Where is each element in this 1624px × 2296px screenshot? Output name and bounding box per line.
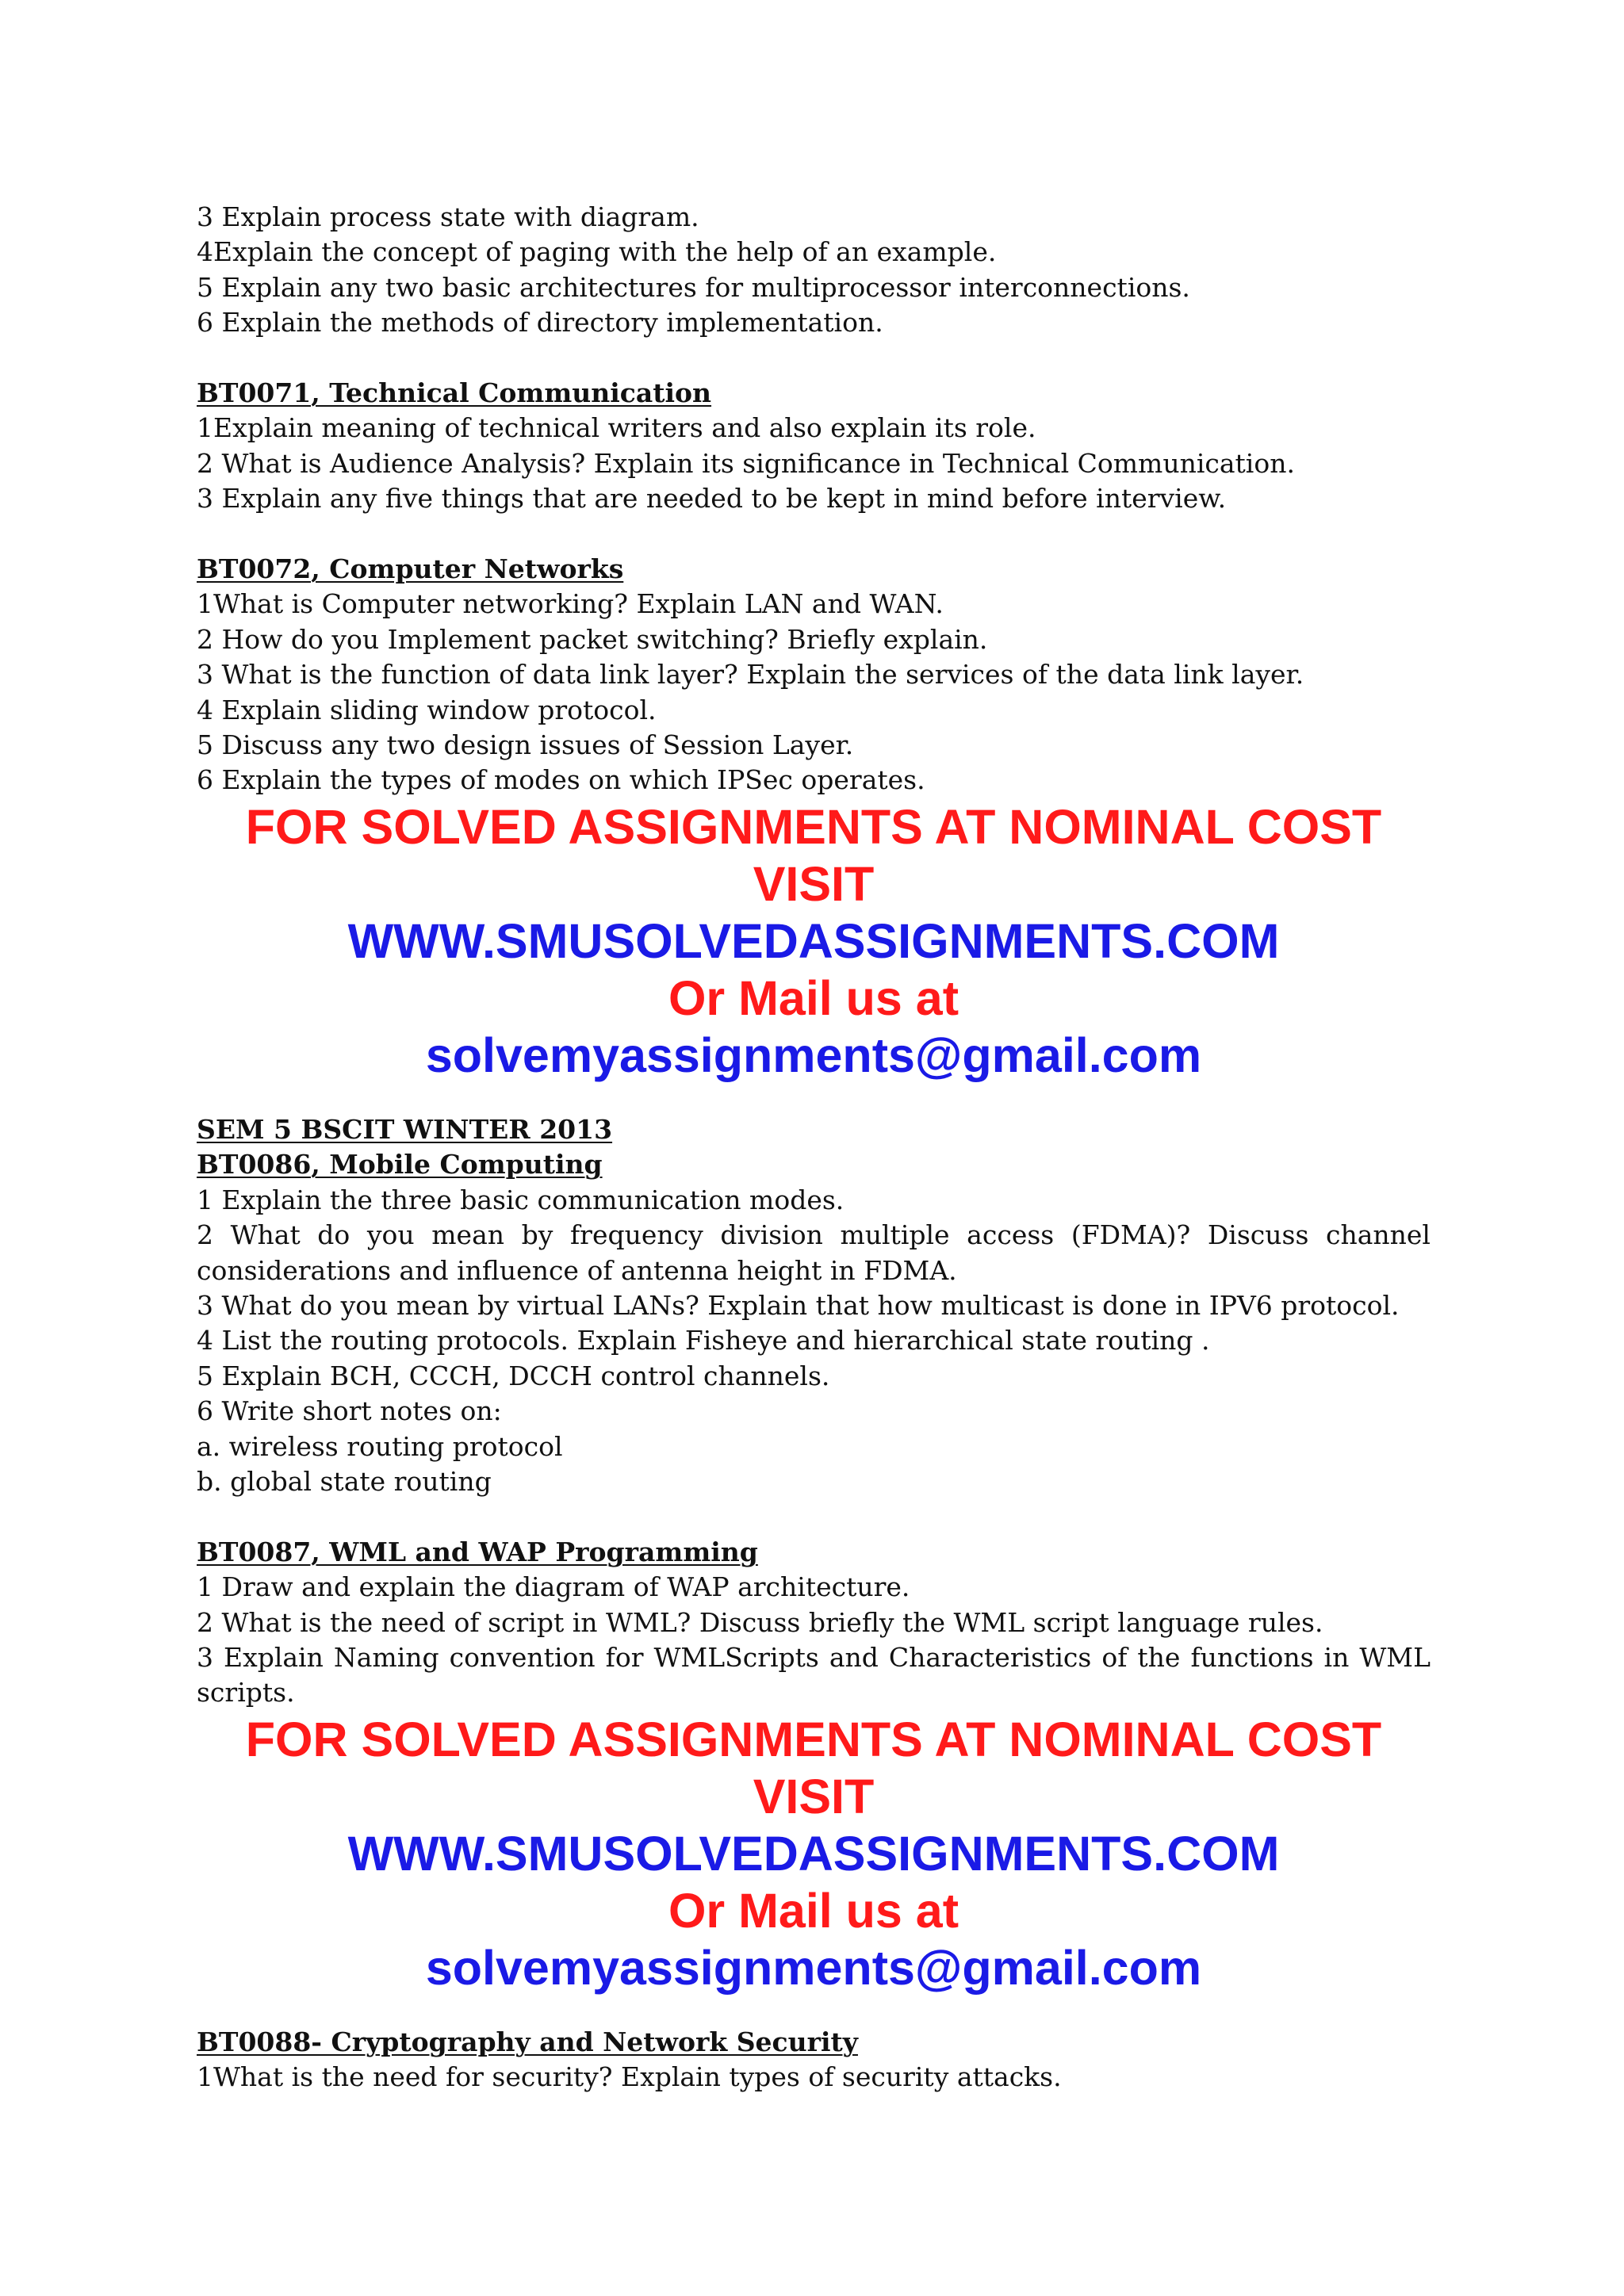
question-line: 1What is the need for security? Explain types of security attacks. <box>197 2061 1062 2093</box>
promo-headline: FOR SOLVED ASSIGNMENTS AT NOMINAL COST <box>245 799 1382 854</box>
semester-heading: SEM 5 BSCIT WINTER 2013 <box>197 1113 613 1145</box>
spacer <box>197 517 1431 552</box>
promo-url: WWW.SMUSOLVEDASSIGNMENTS.COM <box>347 1826 1280 1881</box>
question-line: 1What is Computer networking? Explain LAN and WAN. <box>197 588 944 620</box>
promo-visit: VISIT <box>753 1769 875 1823</box>
question-line: 2 What do you mean by frequency division multiple access (FDMA)? Discuss channel <box>197 1219 1431 1251</box>
promo-mail-prefix: Or Mail us at <box>668 1883 959 1938</box>
section-heading-bt0088: BT0088- Cryptography and Network Security <box>197 2026 858 2057</box>
promo-block <box>197 1711 1431 1996</box>
promo-visit: VISIT <box>753 856 875 911</box>
question-line: 5 Explain any two basic architectures for multiprocessor interconnections. <box>197 271 1190 303</box>
spacer <box>197 341 1431 376</box>
question-line: 6 Explain the types of modes on which IPSec operates. <box>197 764 925 796</box>
spacer <box>197 1084 1431 1112</box>
question-line: 1 Explain the three basic communication modes. <box>197 1184 845 1215</box>
question-line: 2 What is the need of script in WML? Discuss briefly the WML script language rules. <box>197 1606 1323 1638</box>
section-heading-bt0087: BT0087, WML and WAP Programming <box>197 1536 758 1567</box>
question-line: 4Explain the concept of paging with the help of an example. <box>197 236 997 268</box>
question-line: 6 Write short notes on: <box>197 1395 502 1427</box>
promo-mail-prefix: Or Mail us at <box>668 970 959 1025</box>
promo-url: WWW.SMUSOLVEDASSIGNMENTS.COM <box>347 913 1280 968</box>
document-page <box>197 200 1431 2095</box>
section-heading-bt0072: BT0072, Computer Networks <box>197 553 624 585</box>
promo-block <box>197 798 1431 1084</box>
question-line: scripts. <box>197 1677 295 1709</box>
spacer <box>197 1996 1431 2025</box>
question-line: 1 Draw and explain the diagram of WAP architecture. <box>197 1571 910 1603</box>
question-subitem: a. wireless routing protocol <box>197 1430 563 1462</box>
question-line: 4 Explain sliding window protocol. <box>197 694 657 725</box>
promo-email: solvemyassignments@gmail.com <box>425 1027 1202 1082</box>
question-line: 3 Explain any five things that are needed to be kept in mind before interview. <box>197 483 1227 515</box>
question-line: 3 Explain Naming convention for WMLScripts and Characteristics of the functions in WML <box>197 1641 1431 1673</box>
question-line: 2 How do you Implement packet switching? Briefly explain. <box>197 623 988 655</box>
promo-email: solvemyassignments@gmail.com <box>425 1940 1202 1995</box>
question-line: 2 What is Audience Analysis? Explain its significance in Technical Communication. <box>197 447 1295 479</box>
question-subitem: b. global state routing <box>197 1465 492 1497</box>
section-heading-bt0086: BT0086, Mobile Computing <box>197 1149 603 1181</box>
question-line: 5 Discuss any two design issues of Session Layer. <box>197 729 854 761</box>
question-line: 3 Explain process state with diagram. <box>197 201 699 232</box>
question-line: 6 Explain the methods of directory implementation. <box>197 307 883 339</box>
question-line: 5 Explain BCH, CCCH, DCCH control channels. <box>197 1360 830 1391</box>
section-heading-bt0071: BT0071, Technical Communication <box>197 377 712 409</box>
question-line: 3 What do you mean by virtual LANs? Explain that how multicast is done in IPV6 protocol. <box>197 1289 1400 1321</box>
question-line: 4 List the routing protocols. Explain Fisheye and hierarchical state routing . <box>197 1325 1210 1357</box>
spacer <box>197 1499 1431 1534</box>
question-line: 1Explain meaning of technical writers and also explain its role. <box>197 412 1036 444</box>
question-line: considerations and influence of antenna height in FDMA. <box>197 1254 957 1286</box>
question-line: 3 What is the function of data link layer? Explain the services of the data link layer. <box>197 659 1304 691</box>
promo-headline: FOR SOLVED ASSIGNMENTS AT NOMINAL COST <box>245 1712 1382 1766</box>
